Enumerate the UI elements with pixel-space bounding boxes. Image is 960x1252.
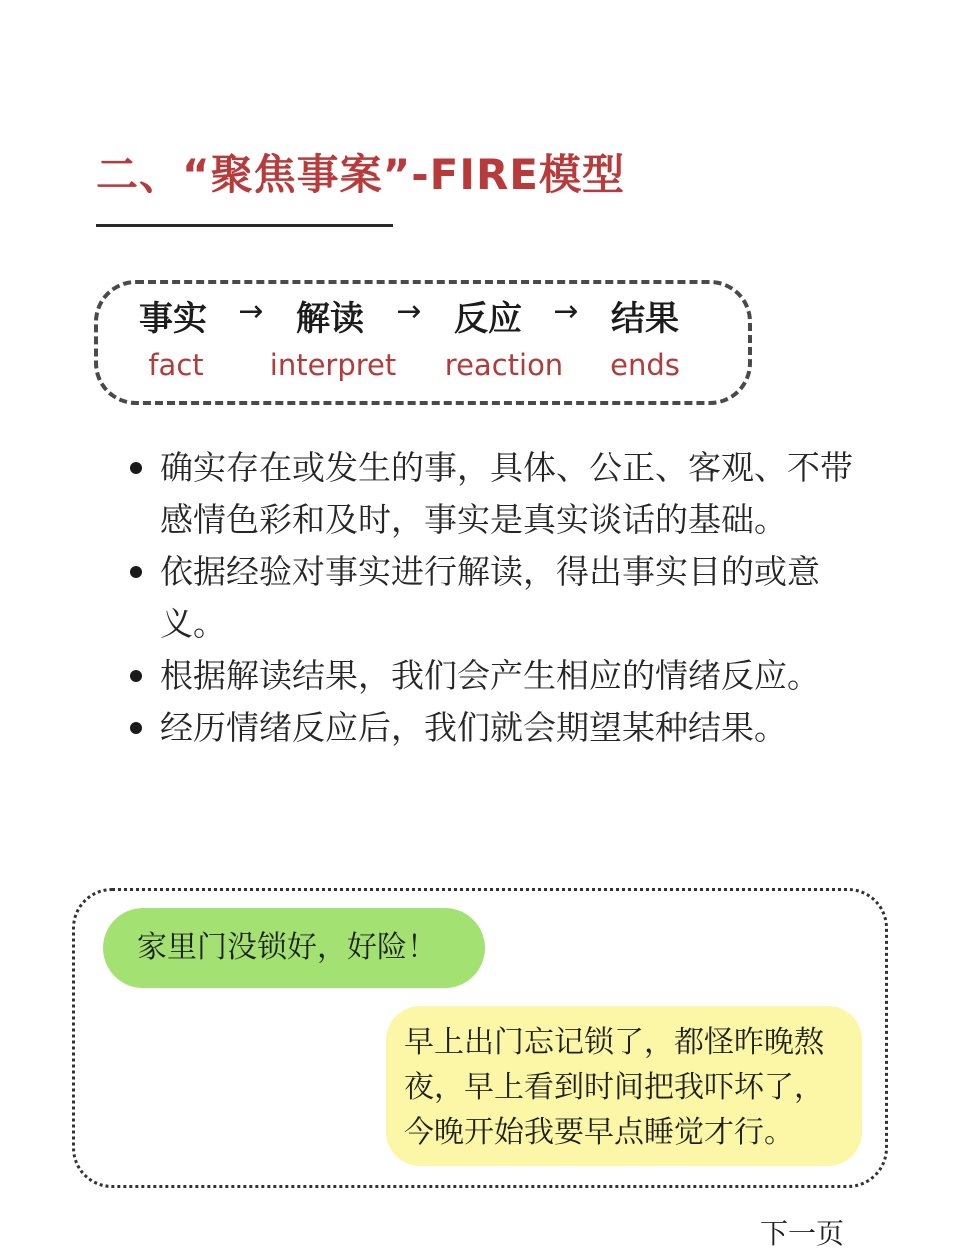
step-reaction-zh: 反应 xyxy=(454,299,522,339)
next-page-link[interactable]: 下一页 xyxy=(760,1217,845,1250)
list-item xyxy=(130,442,870,546)
section-title: 二、“聚焦事案”-FIRE模型 xyxy=(96,150,625,199)
list-item-text: 根据解读结果，我们会产生相应的情绪反应。 xyxy=(160,656,820,695)
step-reaction-en: reaction xyxy=(444,348,564,382)
step-interpret-en: interpret xyxy=(269,348,397,382)
arrow-icon: → xyxy=(553,294,579,329)
chat-bubble-left: 家里门没锁好，好险！ xyxy=(103,908,485,988)
list-item xyxy=(130,650,870,702)
step-fact-en: fact xyxy=(148,348,204,382)
arrow-icon: → xyxy=(238,294,264,329)
chat-bubble-right: 早上出门忘记锁了，都怪昨晚熬夜，早上看到时间把我吓坏了，今晚开始我要早点睡觉才行。 xyxy=(386,1006,862,1166)
list-item xyxy=(130,702,870,754)
explanation-list xyxy=(130,442,870,754)
bullet-icon xyxy=(130,722,142,734)
list-item-text: 确实存在或发生的事，具体、公正、客观、不带感情色彩和及时，事实是真实谈话的基础。 xyxy=(160,448,853,539)
step-ends-en: ends xyxy=(610,348,680,382)
step-ends-zh: 结果 xyxy=(611,299,679,339)
step-interpret-zh: 解读 xyxy=(296,299,364,339)
bullet-icon xyxy=(130,670,142,682)
bullet-icon xyxy=(130,462,142,474)
title-underline xyxy=(96,224,393,227)
arrow-icon: → xyxy=(396,294,422,329)
list-item-text: 依据经验对事实进行解读，得出事实目的或意义。 xyxy=(160,552,820,643)
bullet-icon xyxy=(130,566,142,578)
step-fact-zh: 事实 xyxy=(139,299,207,339)
list-item xyxy=(130,546,870,650)
list-item-text: 经历情绪反应后，我们就会期望某种结果。 xyxy=(160,708,787,747)
